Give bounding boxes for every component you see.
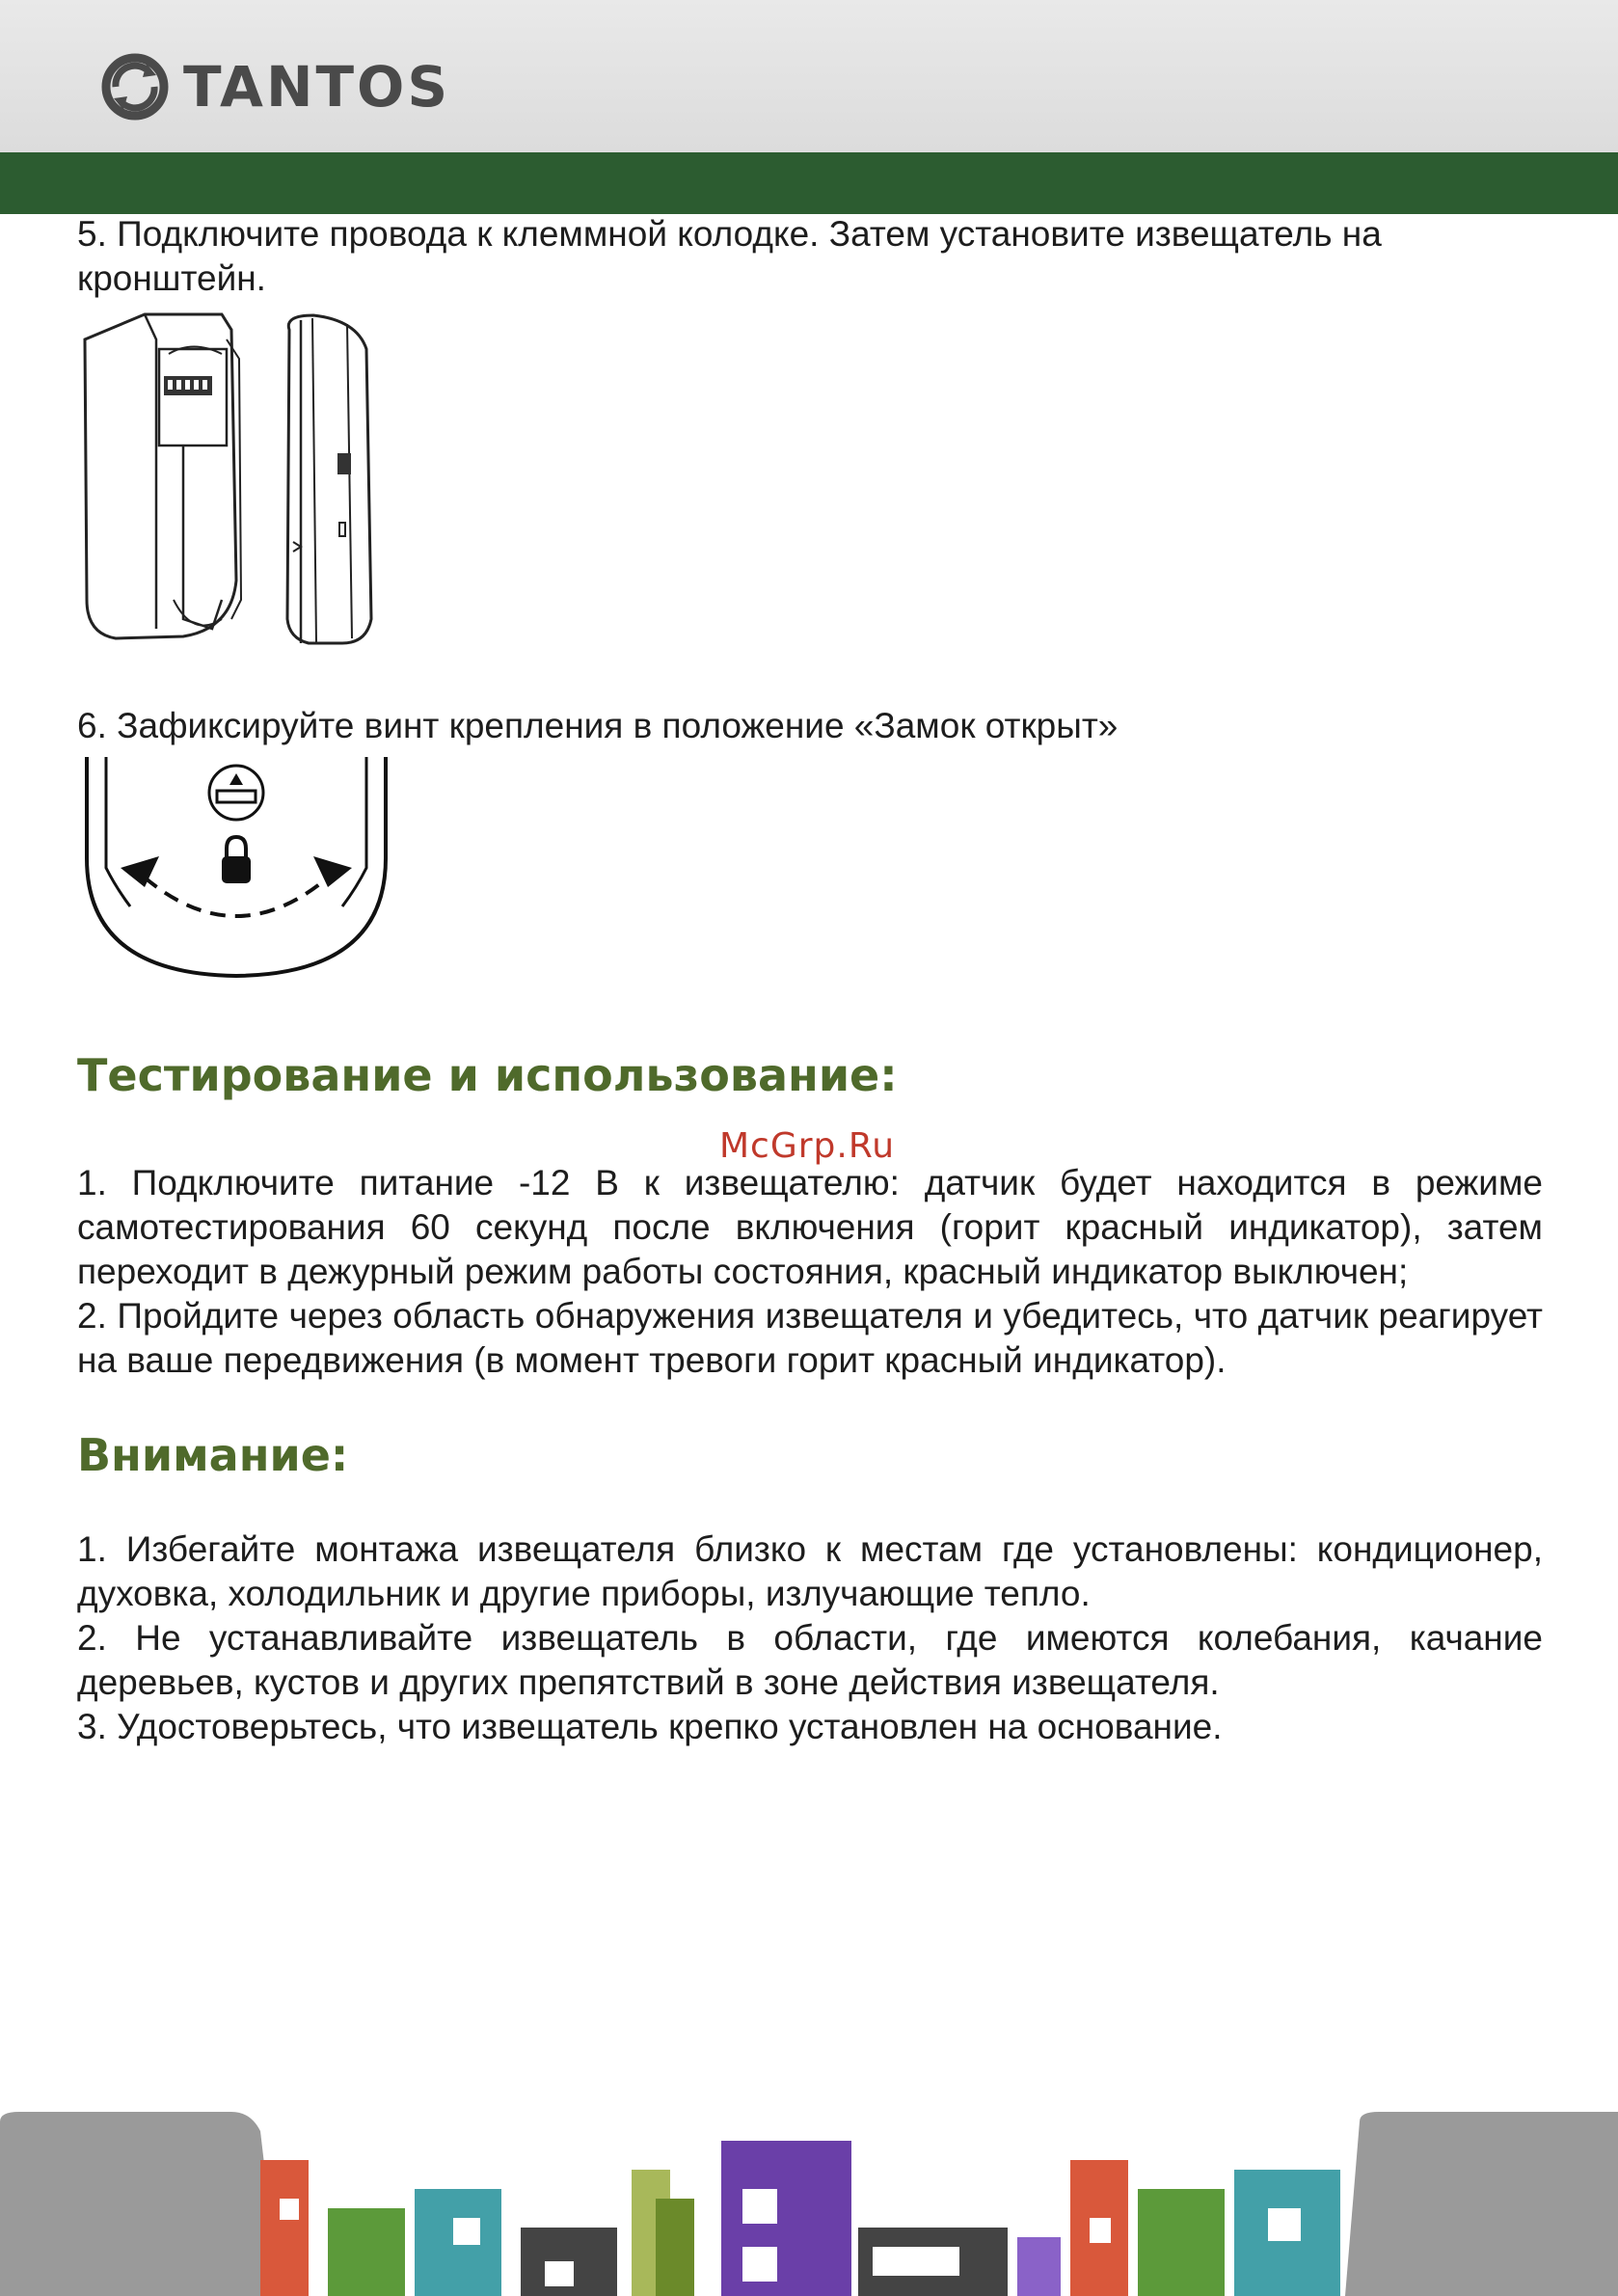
step-6-text: 6. Зафиксируйте винт крепления в положение «Замок открыт» — [77, 706, 1119, 745]
testing-item: 2. Пройдите через область обнаружения извещателя и убедитесь, что датчик реагирует на ваше передвижения (в момент тревоги горит красный индикатор). — [77, 1296, 1543, 1380]
page-header — [0, 0, 1618, 152]
testing-section-title: Тестирование и использование: — [77, 1049, 898, 1101]
testing-list — [77, 1161, 1543, 1383]
detector-bracket-illustration — [77, 311, 415, 648]
step-5-text: 5. Подключите провода к клеммной колодке. Затем установите извещатель на кронштейн. — [77, 214, 1382, 298]
attention-item: 1. Избегайте монтажа извещателя близко к местам где установлены: кондиционер, духовка, холодильник и другие приборы, излучающие тепло. — [77, 1529, 1543, 1613]
brand-logo — [96, 48, 450, 125]
logo-text: TANTOS — [183, 54, 451, 120]
testing-item: 1. Подключите питание -12 В к извещателю: датчик будет находится в режиме самотестирования 60 секунд после включения (горит красный индикатор), затем переходит в дежурный режим работы состояния, красный индикатор выключен; — [77, 1163, 1543, 1291]
header-band — [0, 152, 1618, 214]
attention-section-title: Внимание: — [77, 1429, 349, 1481]
watermark-text: McGrp.Ru — [719, 1126, 896, 1166]
attention-item: 2. Не устанавливайте извещатель в области, где имеются колебания, качание деревьев, кустов и других препятствий в зоне действия извещателя. — [77, 1618, 1543, 1702]
logo-emblem-icon — [96, 48, 174, 125]
step-6-block — [77, 704, 1543, 748]
attention-item: 3. Удостоверьтесь, что извещатель крепко установлен на основание. — [77, 1707, 1223, 1746]
lock-position-diagram — [77, 752, 395, 984]
city-skyline-footer — [0, 2102, 1618, 2296]
attention-list — [77, 1527, 1543, 1749]
step-5-block — [77, 212, 1543, 301]
